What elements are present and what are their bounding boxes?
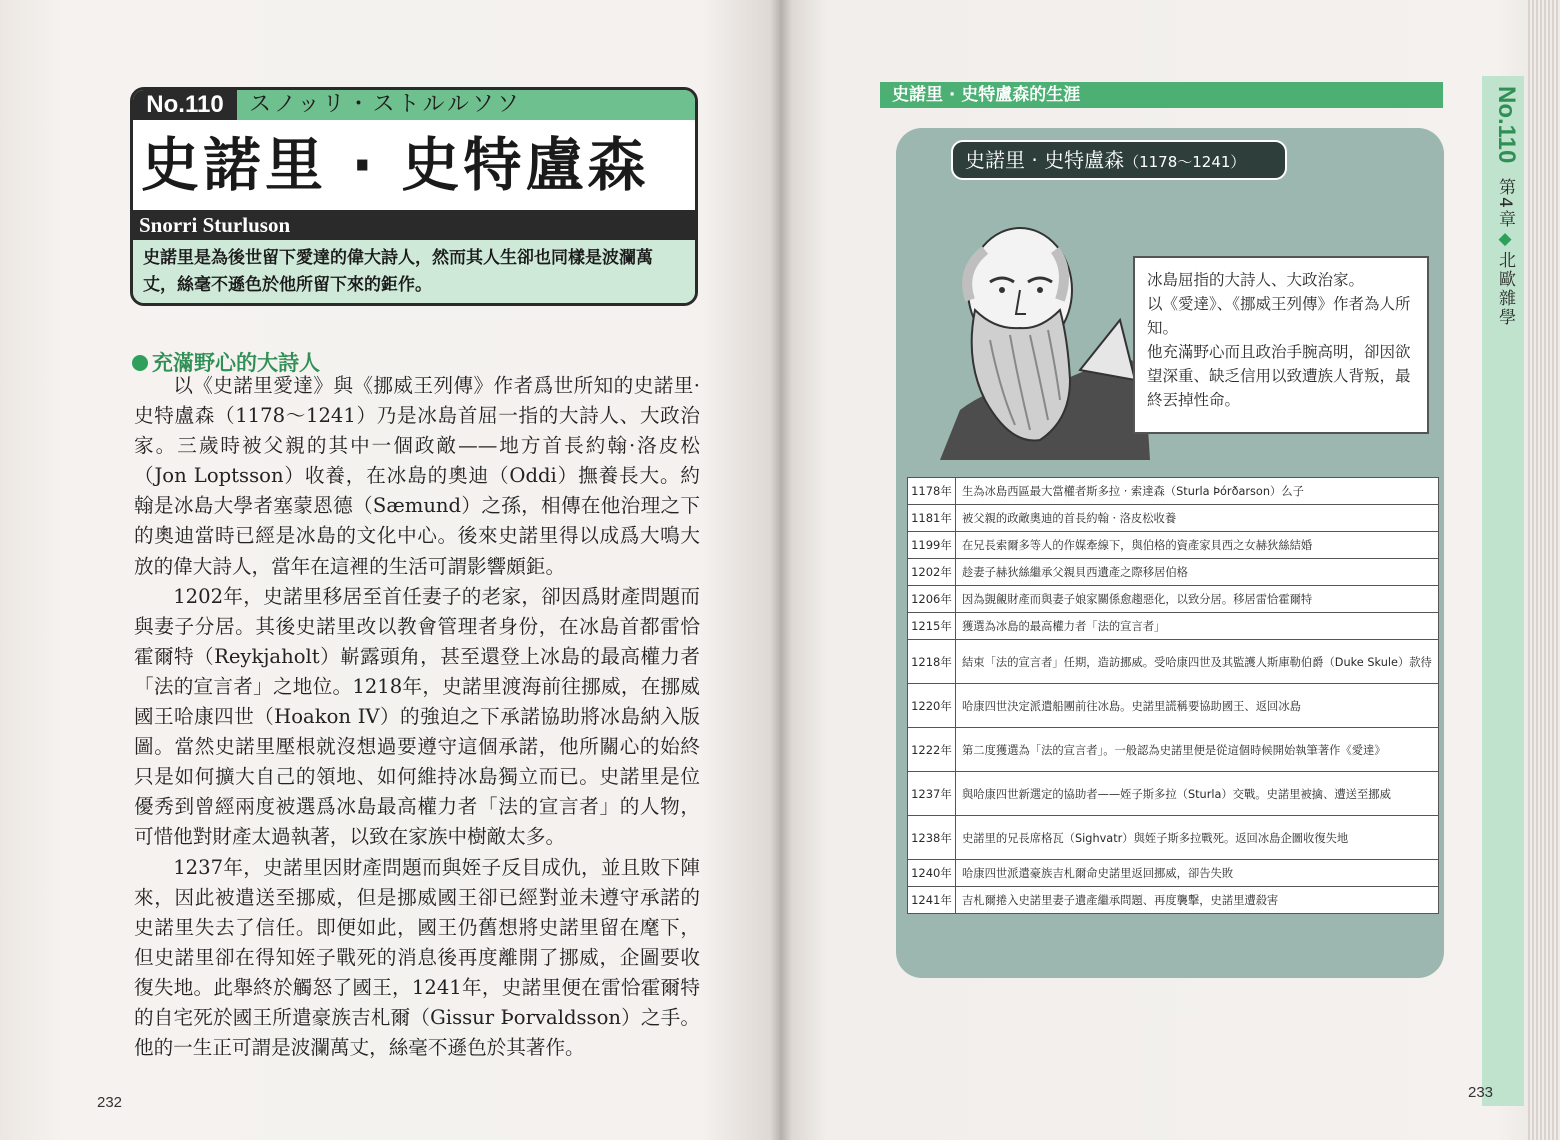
table-row: [908, 640, 1439, 684]
table-row: [908, 532, 1439, 559]
timeline-event: 獲選為冰島的最高權力者「法的宣言者」: [956, 613, 1439, 640]
timeline-event: 吉札爾捲入史諾里妻子遺產繼承問題、再度襲擊，史諾里遭殺害: [956, 887, 1439, 914]
diamond-icon: ◆: [1495, 228, 1515, 251]
table-row: [908, 478, 1439, 505]
panel-title-name: 史諾里 · 史特盧森: [965, 148, 1125, 172]
timeline-year: 1215年: [908, 613, 956, 640]
timeline-event: 因為覬覦財產而與妻子娘家關係愈趨惡化，以致分居。移居雷恰霍爾特: [956, 586, 1439, 613]
bubble-line: 以《愛達》、《挪威王列傳》作者為人所知。: [1147, 295, 1411, 337]
side-chapter-label: [1488, 178, 1518, 327]
katakana-name: スノッリ・ストルルソソ: [249, 92, 522, 117]
timeline-event: 第二度獲選為「法的宣言者」。一般認為史諾里便是從這個時候開始執筆著作《愛達》: [956, 728, 1439, 772]
timeline-event: 被父親的政敵奧迪的首長約翰 · 洛皮松收養: [956, 505, 1439, 532]
chapter-prefix: 第4章: [1495, 178, 1515, 229]
paragraph: 以《史諾里愛達》與《挪威王列傳》作者爲世所知的史諾里·史特盧森（1178～1241）乃是冰島首屈一指的大詩人、大政治家。三歲時被父親的其中一個政敵——地方首長約翰·洛皮松（Jon Loptsson）收養，在冰島的奧迪（Oddi）撫養長大。約翰是冰島大學者塞蒙恩德（Sæmund）之孫，相傳在他治理之下的奧迪當時已經是冰島的文化中心。後來史諾里得以成爲大鳴大放的偉大詩人，當年在這裡的生活可謂影響頗鉅。: [134, 374, 700, 578]
timeline-event: 結束「法的宣言者」任期，造訪挪威。受哈康四世及其監護人斯庫勒伯爵（Duke Skule）款待: [956, 640, 1439, 684]
page-number-right: 233: [1468, 1084, 1494, 1101]
timeline-event: 與哈康四世新選定的協助者——姪子斯多拉（Sturla）交戰。史諾里被擒、遭送至挪威: [956, 772, 1439, 816]
panel-title: [951, 140, 1287, 180]
timeline-year: 1222年: [908, 728, 956, 772]
timeline-event: 哈康四世決定派遣船團前往冰島。史諾里謊稱要協助國王、返回冰島: [956, 684, 1439, 728]
table-row: [908, 728, 1439, 772]
table-row: [908, 816, 1439, 860]
book-gutter: [770, 0, 792, 1140]
section-heading-text: 充滿野心的大詩人: [152, 351, 320, 375]
chapter-name: 北歐雜學: [1495, 250, 1515, 327]
article-header: [130, 87, 698, 306]
timeline-event: 史諾里的兄長席格瓦（Sighvatr）與姪子斯多拉戰死。返回冰島企圖收復失地: [956, 816, 1439, 860]
page-number-left: 232: [97, 1094, 123, 1111]
description-bubble: [1133, 256, 1429, 434]
timeline-year: 1240年: [908, 860, 956, 887]
portrait-illustration: [930, 210, 1150, 460]
table-row: [908, 505, 1439, 532]
table-row: [908, 772, 1439, 816]
section-bar: 史諾里 · 史特盧森的生涯: [880, 82, 1443, 108]
page-edges: [1528, 0, 1560, 1140]
timeline-table: [907, 477, 1439, 914]
table-row: [908, 559, 1439, 586]
summary-text: 史諾里是為後世留下愛達的偉大詩人，然而其人生卻也同樣是波瀾萬丈，絲毫不遜色於他所留下來的鉅作。: [133, 240, 695, 303]
timeline-year: 1238年: [908, 816, 956, 860]
bubble-line: 冰島屈指的大詩人、大政治家。: [1147, 271, 1365, 289]
table-row: [908, 887, 1439, 914]
timeline-event: 在兄長索爾多等人的作媒牽線下，與伯格的資產家貝西之女赫狄絲結婚: [956, 532, 1439, 559]
table-row: [908, 613, 1439, 640]
timeline-year: 1199年: [908, 532, 956, 559]
table-row: [908, 860, 1439, 887]
paragraph: 1202年，史諾里移居至首任妻子的老家，卻因爲財產問題而與妻子分居。其後史諾里改以教會管理者身份，在冰島首都雷恰霍爾特（Reykjaholt）嶄露頭角，甚至還登上冰島的最高權力者「法的宣言者」之地位。1218年，史諾里渡海前往挪威，在挪威國王哈康四世（Hoakon IV）的強迫之下承諾協助將冰島納入版圖。當然史諾里壓根就沒想過要遵守這個承諾，他所關心的始終只是如何擴大自己的領地、如何維持冰島獨立而已。史諾里是位優秀到曾經兩度被選爲冰島最高權力者「法的宣言者」的人物，可惜他對財產太過執著，以致在家族中樹敵太多。: [134, 584, 700, 849]
panel-title-years: （1178～1241）: [1124, 153, 1246, 171]
page-title: 史諾里 · 史特盧森: [141, 131, 650, 199]
body-text: [134, 371, 700, 1063]
timeline-year: 1220年: [908, 684, 956, 728]
bubble-line: 他充滿野心而且政治手腕高明，卻因欲望深重、缺乏信用以致遭族人背叛，最終丟掉性命。: [1147, 343, 1411, 409]
timeline-year: 1218年: [908, 640, 956, 684]
article-number: No.110: [133, 90, 237, 120]
timeline-year: 1178年: [908, 478, 956, 505]
english-name: Snorri Sturluson: [133, 210, 695, 240]
timeline-event: 生為冰島西區最大當權者斯多拉 · 索達森（Sturla Þórðarson）么子: [956, 478, 1439, 505]
timeline-year: 1181年: [908, 505, 956, 532]
timeline-year: 1237年: [908, 772, 956, 816]
table-row: [908, 586, 1439, 613]
timeline-year: 1202年: [908, 559, 956, 586]
table-row: [908, 684, 1439, 728]
paragraph: 1237年，史諾里因財產問題而與姪子反目成仇，並且敗下陣來，因此被遣送至挪威，但是挪威國王卻已經對並未遵守承諾的史諾里失去了信任。即便如此，國王仍舊想將史諾里留在麾下，但史諾里卻在得知姪子戰死的消息後再度離開了挪威，企圖要收復失地。此舉終於觸怒了國王，1241年，史諾里便在雷恰霍爾特的自宅死於國王所遣豪族吉札爾（Gissur Þorvaldsson）之手。他的一生正可謂是波瀾萬丈，絲毫不遜色於其著作。: [134, 855, 700, 1060]
timeline-event: 哈康四世派遣豪族吉札爾命史諾里返回挪威，卻告失敗: [956, 860, 1439, 887]
timeline-event: 趁妻子赫狄絲繼承父親貝西遺產之際移居伯格: [956, 559, 1439, 586]
bullet-dot-icon: [132, 355, 148, 371]
timeline-year: 1206年: [908, 586, 956, 613]
timeline-year: 1241年: [908, 887, 956, 914]
side-article-number: No.110: [1493, 86, 1520, 164]
